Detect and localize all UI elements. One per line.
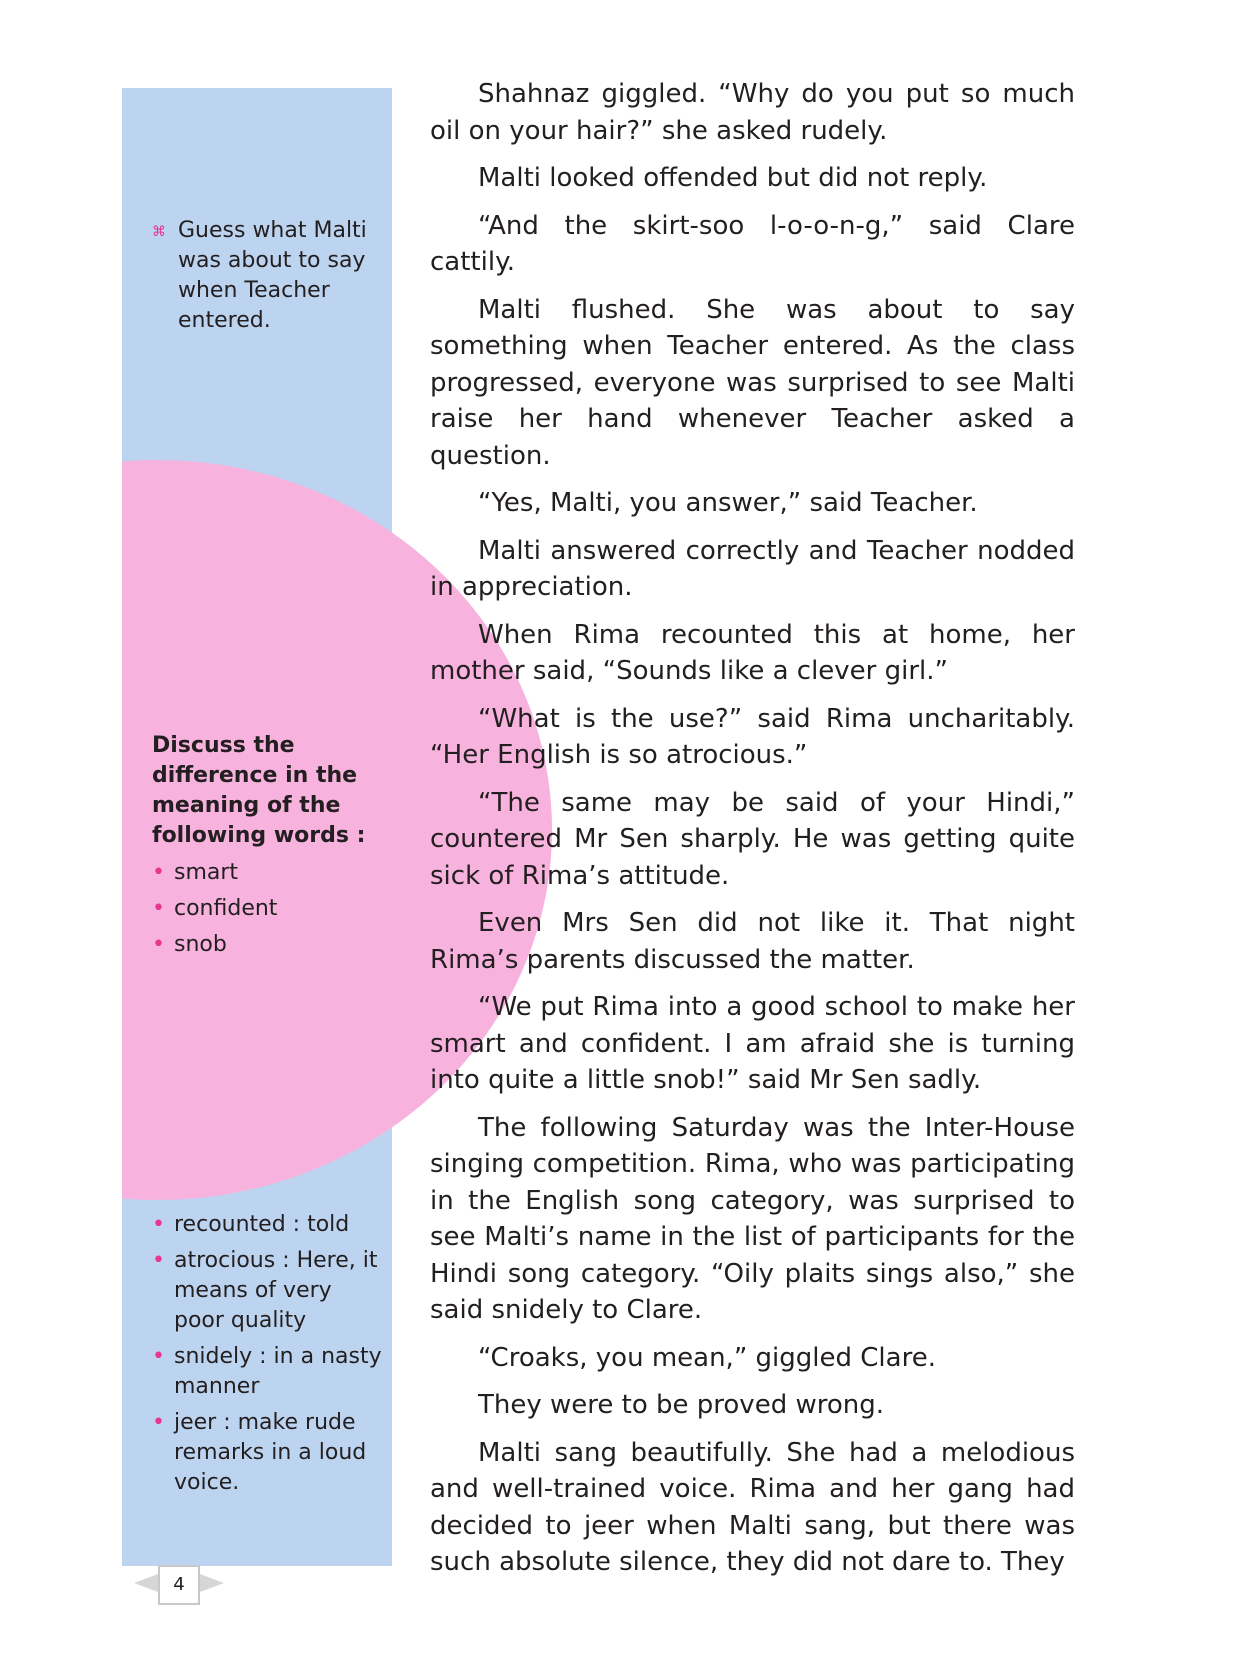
story-paragraph: They were to be proved wrong. [478,1390,884,1420]
discuss-heading: Discuss the difference in the meaning of the following words : [152,733,366,848]
story-paragraph: “Croaks, you mean,” giggled Clare. [478,1342,936,1373]
glossary [152,1210,382,1504]
story-body [430,76,1075,1592]
story-paragraph: “What is the use?” said Rima uncharitably. “Her English is so atrocious.” [430,703,1075,770]
discuss-word: smart [174,860,239,885]
page-tab-left-arrow-icon [134,1574,158,1592]
story-paragraph: Malti answered correctly and Teacher nodded in appreciation. [430,535,1075,602]
story-paragraph: Even Mrs Sen did not like it. That night Rima’s parents discussed the matter. [430,908,1075,975]
glossary-entry: atrocious : Here, it means of very poor quality [174,1248,378,1333]
story-paragraph: “And the skirt-soo l-o-o-n-g,” said Clare cattily. [430,210,1075,277]
guess-note-text: Guess what Malti was about to say when Teacher entered. [178,218,367,333]
page-number: 4 [158,1565,200,1605]
discuss-word-list [152,855,412,963]
bullet-icon: • [152,1344,165,1369]
bullet-icon: • [152,1212,165,1237]
bullet-icon: • [152,1410,165,1435]
command-key-icon: ⌘ [152,224,166,240]
story-paragraph: “Yes, Malti, you answer,” said Teacher. [478,488,978,518]
list-item [152,1210,382,1240]
bullet-icon: • [152,896,165,921]
list-item [152,1246,382,1336]
margin-sidebar [122,88,392,1566]
bullet-icon: • [152,860,165,885]
list-item [152,927,412,963]
bullet-icon: • [152,932,165,957]
glossary-entry: recounted : told [174,1212,350,1237]
story-paragraph: Shahnaz giggled. “Why do you put so much oil on your hair?” she asked rudely. [430,79,1075,146]
discuss-word: snob [174,932,227,957]
list-item [152,1342,382,1402]
story-paragraph: “We put Rima into a good school to make her smart and confident. I am afraid she is turning into quite a little snob!” said Mr Sen sadly. [430,992,1075,1095]
story-paragraph: Malti flushed. She was about to say something when Teacher entered. As the class progressed, everyone was surprised to see Malti raise her hand whenever Teacher asked a question. [430,294,1075,471]
guess-note [152,216,408,336]
glossary-entry: snidely : in a nasty manner [174,1344,382,1399]
discuss-word: confident [174,896,278,921]
story-paragraph: “The same may be said of your Hindi,” countered Mr Sen sharply. He was getting quite sick of Rima’s attitude. [430,787,1075,891]
story-paragraph: The following Saturday was the Inter-House singing competition. Rima, who was participating in the English song category, was surprised to see Malti’s name in the list of participants for the Hindi song category. “Oily plaits sings also,” she said snidely to Clare. [430,1112,1075,1325]
bullet-icon: • [152,1248,165,1273]
story-paragraph: Malti sang beautifully. She had a melodious and well-trained voice. Rima and her gang had decided to jeer when Malti sang, but there was such absolute silence, they did not dare to. They [430,1437,1075,1577]
story-paragraph: Malti looked offended but did not reply. [478,163,988,193]
page-tab-right-arrow-icon [200,1574,224,1592]
discuss-box [152,731,412,963]
list-item [152,1408,382,1498]
story-paragraph: When Rima recounted this at home, her mother said, “Sounds like a clever girl.” [430,619,1075,686]
list-item [152,855,412,891]
list-item [152,891,412,927]
glossary-entry: jeer : make rude remarks in a loud voice. [174,1410,367,1495]
glossary-list [152,1210,382,1498]
